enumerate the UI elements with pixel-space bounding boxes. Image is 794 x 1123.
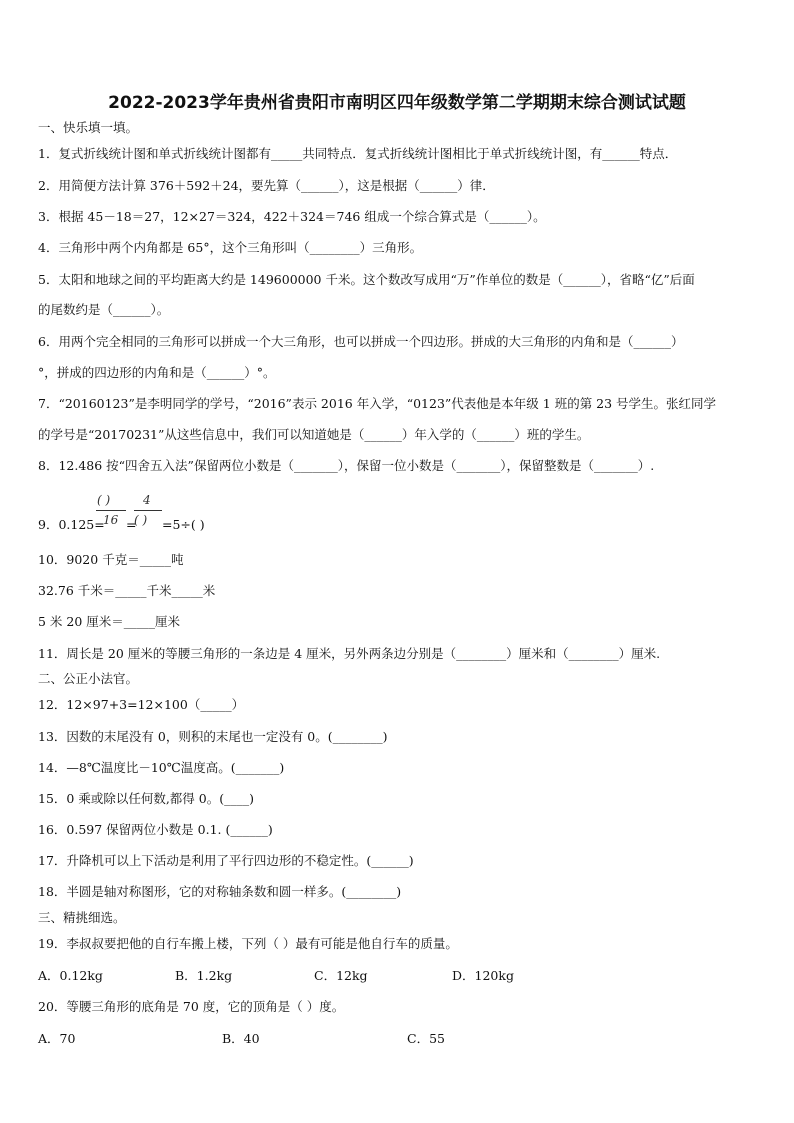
question-4: 4．三角形中两个内角都是 65°，这个三角形叫（________）三角形。 [38,240,423,255]
question-20-option-a: A．70 [38,1031,76,1046]
fraction-1-denominator: 16 [103,513,119,527]
question-6-line-1: 6．用两个完全相同的三角形可以拼成一个大三角形，也可以拼成一个四边形。拼成的大三角形的内角和是（______） [38,334,684,349]
question-17: 17．升降机可以上下活动是利用了平行四边形的不稳定性。(______) [38,853,414,868]
question-15: 15．0 乘或除以任何数,都得 0。(____) [38,791,254,806]
fraction-1-numerator: ( ) [97,493,111,507]
question-9-prefix: 9．0.125= [38,517,105,532]
question-10-line-1: 10．9020 千克＝_____吨 [38,552,184,567]
question-20-option-c: C．55 [407,1031,445,1046]
section-heading-3: 三、精挑细选。 [38,910,126,925]
question-9-equals: = [126,517,137,532]
question-3: 3．根据 45－18＝27，12×27＝324，422＋324＝746 组成一个综合算式是（______）。 [38,209,546,224]
question-8: 8．12.486 按“四舍五入法”保留两位小数是（_______），保留一位小数是（_______），保留整数是（_______）. [38,458,655,473]
question-20-option-b: B．40 [222,1031,260,1046]
section-heading-2: 二、公正小法官。 [38,671,139,686]
question-7-line-1: 7．“20160123”是李明同学的学号，“2016”表示 2016 年入学，“0123”代表他是本年级 1 班的第 23 号学生。张红同学 [38,396,717,411]
question-18: 18．半圆是轴对称图形，它的对称轴条数和圆一样多。(________) [38,884,402,899]
question-16: 16．0.597 保留两位小数是 0.1. (______) [38,822,273,837]
question-11: 11．周长是 20 厘米的等腰三角形的一条边是 4 厘米，另外两条边分别是（________）厘米和（________）厘米. [38,646,661,661]
question-2: 2．用简便方法计算 376＋592＋24，要先算（______），这是根据（______）律． [38,178,495,193]
question-19-option-c: C．12kg [314,968,368,983]
question-12: 12．12×97+3=12×100（_____） [38,697,245,712]
section-heading-1: 一、快乐填一填。 [38,120,139,135]
question-10-line-2: 32.76 千米＝_____千米_____米 [38,583,216,598]
question-5-line-1: 5．太阳和地球之间的平均距离大约是 149600000 千米。这个数改写成用“万”作单位的数是（______），省略“亿”后面 [38,272,695,287]
question-6-line-2: °，拼成的四边形的内角和是（______）°。 [38,365,276,380]
question-14: 14．—8℃温度比－10℃温度高。(_______) [38,760,285,775]
fraction-1-bar [96,510,126,511]
fraction-2-numerator: 4 [143,493,151,507]
question-5-line-2: 的尾数约是（______）。 [38,302,170,317]
question-20: 20．等腰三角形的底角是 70 度，它的顶角是（ ）度。 [38,999,345,1014]
question-13: 13．因数的末尾没有 0，则积的末尾也一定没有 0。(________) [38,729,388,744]
question-1: 1．复式折线统计图和单式折线统计图都有_____共同特点．复式折线统计图相比于单式折线统计图，有______特点． [38,146,678,161]
question-19-option-d: D．120kg [452,968,514,983]
question-19: 19．李叔叔要把他的自行车搬上楼，下列（ ）最有可能是他自行车的质量。 [38,936,458,951]
fraction-2-denominator: ( ) [134,513,148,527]
question-10-line-3: 5 米 20 厘米＝_____厘米 [38,614,181,629]
question-7-line-2: 的学号是“20170231”从这些信息中，我们可以知道她是（______）年入学的（______）班的学生。 [38,427,590,442]
question-19-option-b: B．1.2kg [175,968,233,983]
page-title: 2022-2023学年贵州省贵阳市南明区四年级数学第二学期期末综合测试试题 [108,93,686,113]
fraction-2-bar [134,510,162,511]
question-19-option-a: A．0.12kg [38,968,103,983]
question-9-suffix: =5÷( ) [162,517,205,532]
